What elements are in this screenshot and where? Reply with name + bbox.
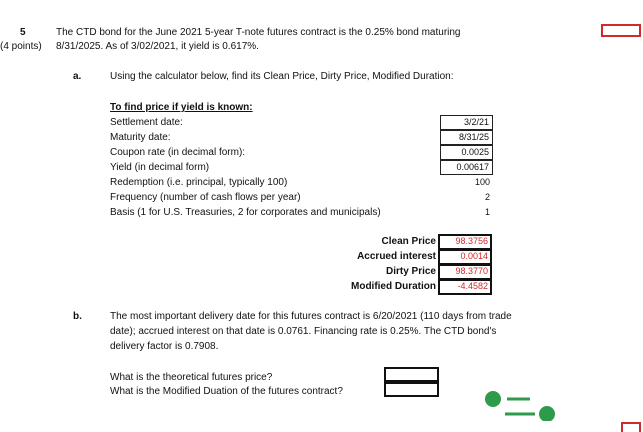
coupon-label: Coupon rate (in decimal form): (110, 147, 246, 158)
basis-value[interactable]: 1 (484, 207, 490, 217)
redemption-label: Redemption (i.e. principal, typically 100) (110, 177, 288, 188)
clean-price-label: Clean Price (381, 236, 436, 247)
coupon-input[interactable]: 0.0025 (440, 145, 493, 160)
futures-price-question: What is the theoretical futures price? (110, 372, 273, 383)
settlement-label: Settlement date: (110, 117, 183, 128)
maturity-input[interactable]: 8/31/25 (440, 130, 493, 145)
basis-label: Basis (1 for U.S. Treasuries, 2 for corporates and municipals) (110, 207, 381, 218)
connector-start-handle[interactable] (485, 391, 501, 407)
futures-price-answer-box[interactable] (384, 367, 439, 382)
redemption-value[interactable]: 100 (474, 177, 490, 187)
yield-input[interactable]: 0.00617 (440, 160, 493, 175)
part-b-text-1: The most important delivery date for this futures contract is 6/20/2021 (110 days from trade (110, 311, 512, 322)
maturity-label: Maturity date: (110, 132, 171, 143)
question-number: 5 (20, 27, 26, 38)
connector-widget-icon[interactable] (480, 385, 562, 421)
selection-marker-bottom (621, 422, 641, 432)
calculator-heading: To find price if yield is known: (110, 102, 253, 113)
part-a-instruction: Using the calculator below, find its Clean Price, Dirty Price, Modified Duration: (110, 71, 454, 82)
question-line-2: 8/31/2025. As of 3/02/2021, it yield is 0.617%. (56, 41, 259, 52)
modified-duration-label: Modified Duration (351, 281, 436, 292)
part-a-label: a. (73, 71, 82, 82)
yield-label: Yield (in decimal form) (110, 162, 210, 173)
clean-price-value[interactable]: 98.3756 (438, 234, 492, 250)
frequency-value[interactable]: 2 (484, 192, 490, 202)
dirty-price-label: Dirty Price (385, 266, 436, 277)
accrued-interest-label: Accrued interest (357, 251, 436, 262)
part-b-label: b. (73, 311, 82, 322)
frequency-label: Frequency (number of cash flows per year) (110, 192, 301, 203)
settlement-input[interactable]: 3/2/21 (440, 115, 493, 130)
connector-end-handle[interactable] (539, 406, 555, 421)
accrued-interest-value[interactable]: 0.0014 (438, 249, 492, 265)
selection-marker-top (601, 24, 641, 37)
futures-duration-answer-box[interactable] (384, 382, 439, 397)
dirty-price-value[interactable]: 98.3770 (438, 264, 492, 280)
question-points: (4 points) (0, 41, 42, 52)
question-line-1: The CTD bond for the June 2021 5-year T-note futures contract is the 0.25% bond maturing (56, 27, 461, 38)
modified-duration-value[interactable]: -4.4582 (438, 279, 492, 295)
futures-duration-question: What is the Modified Duation of the futures contract? (110, 386, 343, 397)
part-b-text-2: date); accrued interest on that date is 0.0761. Financing rate is 0.25%. The CTD bond's (110, 326, 497, 337)
part-b-text-3: delivery factor is 0.7908. (110, 341, 219, 352)
